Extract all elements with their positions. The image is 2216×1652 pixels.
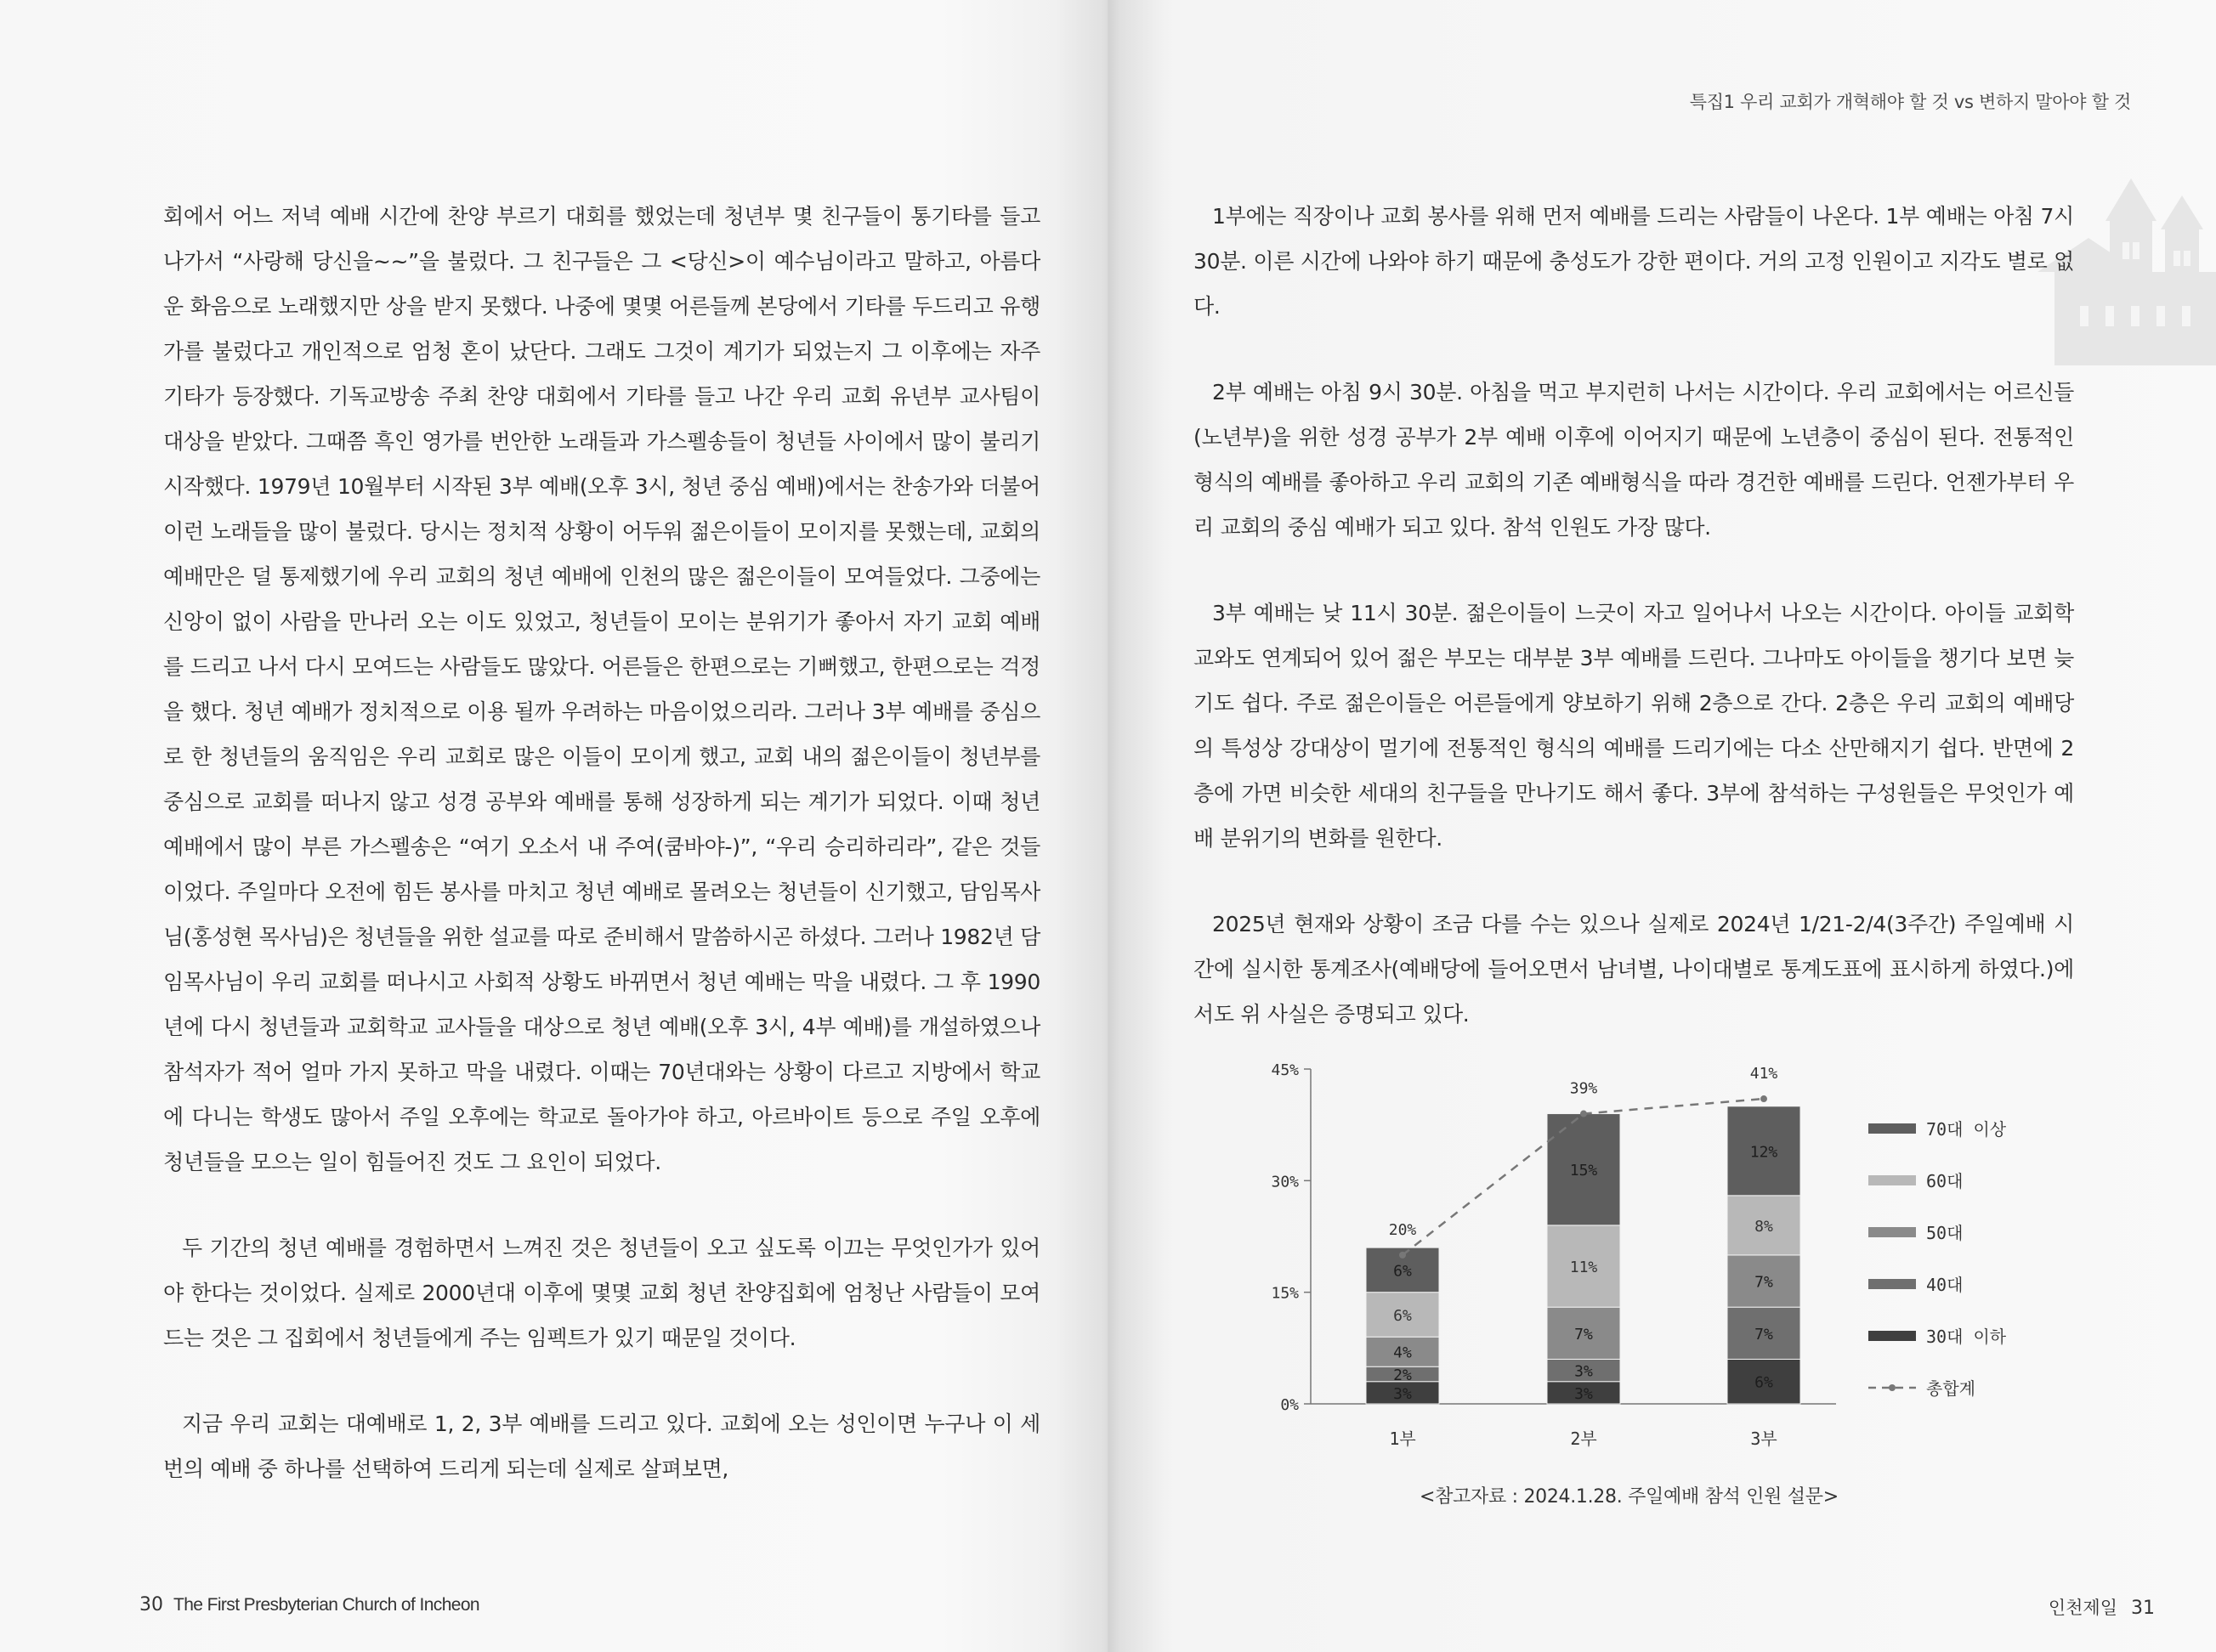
bar-data-label: 12%	[1749, 1143, 1778, 1162]
left-paragraph-2: 두 기간의 청년 예배를 경험하면서 느껴진 것은 청년들이 오고 싶도록 이끄는 무엇인가가 있어야 한다는 것이었다. 실제로 2000년대 이후에 몇몇 교회 청년 찬양집회에 엄청난 사람들이 모여드는 것은 그 집회에서 청년들에게 주는 임펙트가 있기 때문일 것이다.	[163, 1236, 1040, 1350]
x-category-label: 3부	[1750, 1429, 1777, 1449]
bar-data-label: 6%	[1754, 1373, 1773, 1392]
legend-swatch	[1868, 1331, 1916, 1341]
bar-data-label: 2%	[1393, 1366, 1412, 1384]
y-tick-label: 45%	[1271, 1061, 1299, 1079]
bar-data-label: 6%	[1393, 1306, 1412, 1325]
right-page-number: 31	[2131, 1598, 2155, 1619]
legend-label: 60대	[1926, 1171, 1964, 1191]
x-category-label: 2부	[1570, 1429, 1597, 1449]
publication-name-english: The First Presbyterian Church of Incheon	[173, 1595, 480, 1615]
legend-label: 총합계	[1926, 1378, 1975, 1399]
y-tick-label: 15%	[1271, 1284, 1299, 1303]
bar-data-label: 8%	[1754, 1217, 1773, 1236]
total-data-label: 39%	[1569, 1079, 1598, 1098]
legend-label: 50대	[1926, 1223, 1964, 1243]
legend-swatch	[1868, 1227, 1916, 1237]
total-point	[1760, 1095, 1767, 1102]
attendance-chart	[1241, 1054, 2006, 1530]
bar-data-label: 7%	[1754, 1325, 1773, 1344]
left-paragraph-1: 회에서 어느 저녁 예배 시간에 찬양 부르기 대회를 했었는데 청년부 몇 친구들이 통기타를 들고 나가서 “사랑해 당신을~~”을 불렀다. 그 친구들은 그 <당신>이 예수님이라고 말하고, 아름다운 화음으로 노래했지만 상을 받지 못했다. 나중에 몇몇 어른들께 본당에서 기타를 두드리고 유행가를 불렀다고 개인적으로 엄청 혼이 났단다. 그래도 그것이 계기가 되었는지 그 이후에는 자주 기타가 등장했다. 기독교방송 주최 찬양 대회에서 기타를 들고 나간 우리 교회 유년부 교사팀이 대상을 받았다. 그때쯤 흑인 영가를 번안한 노래들과 가스펠송들이 청년들 사이에서 많이 불리기 시작했다. 1979년 10월부터 시작된 3부 예배(오후 3시, 청년 중심 예배)에서는 찬송가와 더불어 이런 노래들을 많이 불렀다. 당시는 정치적 상황이 어두워 젊은이들이 모이지를 못했는데, 교회의 예배만은 덜 통제했기에 우리 교회의 청년 예배에 인천의 많은 젊은이들이 모여들었다. 그중에는 신앙이 없이 사람을 만나러 오는 이도 있었고, 청년들이 모이는 분위기가 좋아서 자기 교회 예배를 드리고 나서 다시 모여드는 사람들도 많았다. 어른들은 한편으로는 기뻐했고, 한편으로는 걱정을 했다. 청년 예배가 정치적으로 이용 될까 우려하는 마음이었으리라. 그러나 3부 예배를 중심으로 한 청년들의 움직임은 우리 교회로 많은 이들이 모이게 했고, 교회 내의 젊은이들이 청년부를 중심으로 교회를 떠나지 않고 성경 공부와 예배를 통해 성장하게 되는 계기가 되었다. 이때 청년 예배에서 많이 부른 가스펠송은 “여기 오소서 내 주여(쿰바야-)”, “우리 승리하리라”, 같은 것들이었다. 주일마다 오전에 힘든 봉사를 마치고 청년 예배로 몰려오는 청년들이 신기했고, 담임목사님(홍성현 목사님)은 청년들을 위한 설교를 따로 준비해서 말씀하시곤 하셨다. 그러나 1982년 담임목사님이 우리 교회를 떠나시고 사회적 상황도 바뀌면서 청년 예배는 막을 내렸다. 그 후 1990년에 다시 청년들과 교회학교 교사들을 대상으로 청년 예배(오후 3시, 4부 예배)를 개설하였으나 참석자가 적어 얼마 가지 못하고 막을 내렸다. 이때는 70년대와는 상황이 다르고 지방에서 학교에 다니는 학생도 많아서 주일 오후에는 학교로 돌아가야 하고, 아르바이트 등으로 주일 오후에 청년들을 모으는 일이 힘들어진 것도 그 요인이 되었다.	[163, 204, 1040, 1174]
legend-label: 30대 이하	[1926, 1327, 2006, 1347]
bar-data-label: 3%	[1393, 1384, 1412, 1403]
publication-name-korean: 인천제일	[2048, 1598, 2117, 1618]
chart-caption: <참고자료 : 2024.1.28. 주일예배 참석 인원 설문>	[1420, 1486, 1839, 1508]
legend-label: 70대 이상	[1926, 1119, 2006, 1140]
bar-data-label: 15%	[1569, 1162, 1598, 1180]
bar-data-label: 4%	[1393, 1344, 1412, 1362]
right-paragraph-3: 3부 예배는 낮 11시 30분. 젊은이들이 느긋이 자고 일어나서 나오는 시간이다. 아이들 교회학교와도 연계되어 있어 젊은 부모는 대부분 3부 예배를 드린다. 그나마도 아이들을 챙기다 보면 늦기도 쉽다. 주로 젊은이들은 어른들에게 양보하기 위해 2층으로 간다. 2층은 우리 교회의 예배당의 특성상 강대상이 멀기에 전통적인 형식의 예배를 드리기에는 다소 산만해지기 쉽다. 반면에 2층에 가면 비슷한 세대의 친구들을 만나기도 해서 좋다. 3부에 참석하는 구성원들은 무엇인가 예배 분위기의 변화를 원한다.	[1193, 601, 2074, 851]
right-footer	[2049, 1594, 2155, 1620]
total-point	[1580, 1111, 1587, 1117]
bar-data-label: 6%	[1393, 1262, 1412, 1281]
total-data-label: 20%	[1388, 1220, 1417, 1239]
legend-swatch	[1868, 1123, 1916, 1134]
left-paragraph-3: 지금 우리 교회는 대예배로 1, 2, 3부 예배를 드리고 있다. 교회에 오는 성인이면 누구나 이 세 번의 예배 중 하나를 선택하여 드리게 되는데 실제로 살펴보면,	[163, 1412, 1040, 1481]
bar-data-label: 11%	[1569, 1259, 1598, 1277]
y-tick-label: 30%	[1271, 1173, 1299, 1191]
left-body-text	[163, 194, 1040, 1491]
right-body-text	[1193, 194, 2074, 1037]
left-page-number: 30	[139, 1594, 163, 1615]
attendance-chart-svg	[1241, 1054, 2006, 1479]
x-category-label: 1부	[1389, 1429, 1416, 1449]
right-paragraph-1: 1부에는 직장이나 교회 봉사를 위해 먼저 예배를 드리는 사람들이 나온다. 1부 예배는 아침 7시 30분. 이른 시간에 나와야 하기 때문에 충성도가 강한 편이다. 거의 고정 인원이고 지각도 별로 없다.	[1193, 204, 2075, 319]
bar-data-label: 7%	[1574, 1325, 1593, 1344]
running-header: 특집1 우리 교회가 개혁해야 할 것 vs 변하지 말아야 할 것	[1689, 92, 2131, 112]
right-paragraph-2: 2부 예배는 아침 9시 30분. 아침을 먹고 부지런히 나서는 시간이다. 우리 교회에서는 어르신들(노년부)을 위한 성경 공부가 2부 예배 이후에 이어지기 때문에 노년층이 중심이 된다. 전통적인 형식의 예배를 좋아하고 우리 교회의 기존 예배형식을 따라 경건한 예배를 드린다. 언젠가부터 우리 교회의 중심 예배가 되고 있다. 참석 인원도 가장 많다.	[1193, 380, 2074, 540]
legend-label: 40대	[1926, 1275, 1964, 1295]
bar-data-label: 3%	[1574, 1362, 1593, 1381]
total-point	[1399, 1252, 1406, 1259]
legend-total-point	[1889, 1384, 1896, 1391]
y-tick-label: 0%	[1280, 1396, 1299, 1414]
right-paragraph-4: 2025년 현재와 상황이 조금 다를 수는 있으나 실제로 2024년 1/21-2/4(3주간) 주일예배 시간에 실시한 통계조사(예배당에 들어오면서 남녀별, 나이대별로 통계도표에 표시하게 하였다.)에서도 위 사실은 증명되고 있다.	[1193, 912, 2074, 1027]
legend-swatch	[1868, 1279, 1916, 1289]
total-data-label: 41%	[1749, 1065, 1778, 1083]
bar-data-label: 3%	[1574, 1384, 1593, 1403]
bar-data-label: 7%	[1754, 1273, 1773, 1292]
left-footer	[139, 1594, 479, 1615]
legend-swatch	[1868, 1175, 1916, 1185]
